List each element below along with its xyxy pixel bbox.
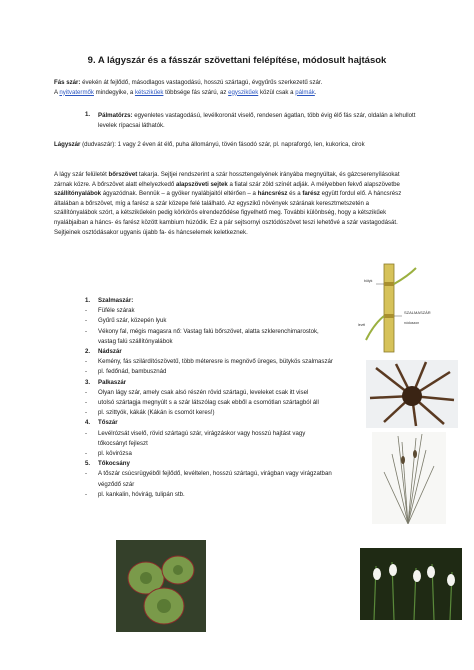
intro-line2-mid3: közül csak a bbox=[258, 88, 296, 96]
straw-stem-diagram bbox=[356, 262, 436, 354]
para-b3: szállítónyalábok bbox=[54, 190, 102, 198]
list-num: 3. bbox=[85, 378, 91, 386]
intro-paragraph bbox=[54, 78, 426, 97]
intro-line2-mid2: többsége fás szárú, az bbox=[163, 88, 229, 96]
para-b1: bőrszövet bbox=[108, 171, 138, 178]
list-item: - pl. kankalin, hóvirág, tulipán stb. bbox=[85, 490, 185, 498]
list-item-text: Kemény, fás szilárdítószövetű, több méteresre is megnövő üreges, bütykös szalmaszár bbox=[98, 358, 333, 366]
main-paragraph bbox=[54, 170, 414, 237]
para-t3: a fiatal szár zöld színét adják. A mélyebben fekvő alapszövetbe bbox=[227, 180, 400, 188]
para-b5: farész bbox=[302, 190, 320, 198]
list-title: Palkaszár bbox=[98, 378, 127, 386]
palmatorzs-number: 1. bbox=[85, 111, 91, 118]
list-item: - pl. szittyók, kákák (Kákán is csomót keres!) bbox=[85, 409, 215, 417]
palmatorzs-paragraph bbox=[98, 111, 428, 130]
diagram-label-butyk: bütyk bbox=[364, 279, 373, 283]
para-b2: alapszöveti sejtek bbox=[175, 180, 228, 188]
diagram-label-noduszon: nóduszon bbox=[404, 321, 420, 325]
list-item: - Füféle szárak bbox=[85, 307, 135, 315]
intro-line2-pre: A bbox=[54, 88, 60, 96]
link-nyitvatermok[interactable]: nyitvatermők bbox=[59, 88, 94, 96]
list-title: Tőkocsány bbox=[98, 460, 130, 468]
list-item: - pl. fedőnád, bambusznád bbox=[85, 368, 167, 376]
list-item-text: pl. szittyók, kákák (Kákán is csomót keres!) bbox=[98, 409, 215, 417]
link-egyszikuek[interactable]: egyszikűek bbox=[228, 88, 259, 96]
list-item: - Kemény, fás szilárdítószövetű, több méteresre is megnövő üreges, bütykös szalmaszár bbox=[85, 358, 333, 366]
lagyszar-label: Lágyszár bbox=[54, 141, 81, 148]
para-t6: együtt fordul elő. A háncsrész általában a bőrszövet, míg a farész a szár közepe felé található. Az egyszikű növények szárának keresztmetszetén a szállítónyalábok szórt, a kétszikűekén pedig körkörös elrendeződése figyelhető meg. További különbség, hogy a kétszikűek nyalábjaiban a háncs- és farész között kambium húzódik. Ez a pár sejtsornyi osztódószövet teszi lehetővé a szár vastagodását. Sejtjeinek osztódásakor ugyanis újabb fa- és háncselemek keletkeznek. bbox=[54, 190, 402, 236]
intro-line2-mid1: mindegyike, a bbox=[93, 88, 135, 96]
list-item: - Olyan lágy szár, amely csak alsó részén rövid szártagú, leveleket csak itt visel bbox=[85, 388, 309, 396]
palmatorzs-label: Pálmatörzs: bbox=[98, 112, 133, 119]
intro-line2-end: . bbox=[314, 88, 317, 96]
list-title: Nádszár bbox=[98, 348, 122, 356]
list-heading bbox=[85, 347, 335, 357]
list-item: - Levélrózsát viselő, rövid szártagú szár, virágzáskor vagy hosszú hajtást vagy tőkocsányt fejleszt bbox=[85, 429, 306, 447]
list-item: - pl. kövirózsa bbox=[85, 450, 132, 458]
list-item-text: Füféle szárak bbox=[98, 307, 135, 315]
list-heading bbox=[85, 418, 335, 428]
palmatorzs-text: egyenletes vastagodású, levélkoronát viselő, rendesen ágatlan, több évig élő fás szár, oldalán a lehullott levelek rípacsai láthatók. bbox=[98, 112, 416, 129]
list-title: Szalmaszár: bbox=[98, 297, 134, 304]
snowdrop-photo bbox=[360, 548, 462, 620]
diagram-label-level: levél bbox=[358, 323, 366, 327]
rush-photo bbox=[372, 432, 446, 524]
houseleek-photo bbox=[116, 540, 206, 632]
para-t5: és a bbox=[287, 190, 303, 198]
list-item-text: Gyűrű szár, közepén lyuk bbox=[98, 317, 167, 325]
reed-photo bbox=[366, 360, 458, 428]
intro-label: Fás szár: bbox=[54, 79, 81, 86]
stem-types-list bbox=[85, 296, 335, 500]
link-palmak[interactable]: pálmák bbox=[295, 88, 315, 96]
list-item: - A tőszár csúcsrügyéből fejlődő, levéltelen, hosszú szártagú, virágban vagy virágzatban végződő szár bbox=[85, 470, 332, 488]
para-t2: takarja. Sejtjei rendszerint a szár hossztengelyének irányába megnyúltak, és gázcserenyílásokat zárnak közre. A bőrszövet alatt elhelyezkedő bbox=[54, 171, 400, 188]
list-item-text: A tőszár csúcsrügyéből fejlődő, levéltelen, hosszú szártagú, virágban vagy virágzatban végződő szár bbox=[98, 470, 332, 488]
list-item-text: pl. kankalin, hóvirág, tulipán stb. bbox=[98, 490, 185, 498]
diagram-label-szalmaszar: SZALMASZÁR bbox=[404, 310, 431, 315]
list-heading bbox=[85, 459, 335, 469]
list-item: - Vékony fal, mégis magasra nő: Vastag falú bőrszövet, alatta szklerenchimarostok, vastag falú szállítónyalábok bbox=[85, 327, 319, 345]
intro-text: évekén át fejlődő, másodlagos vastagodású, hosszú szártagú, évgyűrűs szerkezetű szár. bbox=[80, 79, 323, 86]
list-title: Tőszár bbox=[98, 419, 118, 427]
list-num: 5. bbox=[85, 460, 91, 468]
list-num: 4. bbox=[85, 419, 91, 427]
list-item-text: Olyan lágy szár, amely csak alsó részén rövid szártagú, leveleket csak itt visel bbox=[98, 388, 309, 396]
list-item-text: pl. fedőnád, bambusznád bbox=[98, 368, 167, 376]
para-t1: A lágy szár felületét bbox=[54, 171, 109, 178]
list-item-text: utolsó szártagja megnyúlt s a szár látszólag csak ebből a csomótlan szártagból áll bbox=[98, 399, 319, 407]
lagyszar-paragraph bbox=[54, 140, 426, 150]
list-heading bbox=[85, 296, 335, 306]
list-item: - utolsó szártagja megnyúlt s a szár látszólag csak ebből a csomótlan szártagból áll bbox=[85, 399, 319, 407]
link-ketszikuek[interactable]: kétszikűek bbox=[134, 88, 164, 96]
page-title: 9. A lágyszár és a fásszár szövettani felépítése, módosult hajtások bbox=[87, 55, 387, 66]
list-item-text: Levélrózsát viselő, rövid szártagú szár, virágzáskor vagy hosszú hajtást vagy tőkocsányt fejleszt bbox=[98, 429, 306, 447]
list-item: - Gyűrű szár, közepén lyuk bbox=[85, 317, 167, 325]
para-t4: ágyazódnak. Bennük – a gyöker nyalábjaitól eltérően – a bbox=[101, 190, 258, 198]
list-heading bbox=[85, 378, 335, 388]
list-item-text: Vékony fal, mégis magasra nő: Vastag falú bőrszövet, alatta szklerenchimarostok, vastag falú szállítónyalábok bbox=[98, 327, 319, 345]
lagyszar-text: (dudvaszár): 1 vagy 2 éven át élő, puha állományú, tövén fásodó szár, pl. napraforgó, len, kukorica, cirok bbox=[80, 141, 365, 148]
list-item-text: pl. kövirózsa bbox=[98, 450, 132, 458]
list-num: 2. bbox=[85, 348, 91, 356]
para-b4: háncsrész bbox=[257, 190, 288, 198]
list-num: 1. bbox=[85, 297, 91, 304]
